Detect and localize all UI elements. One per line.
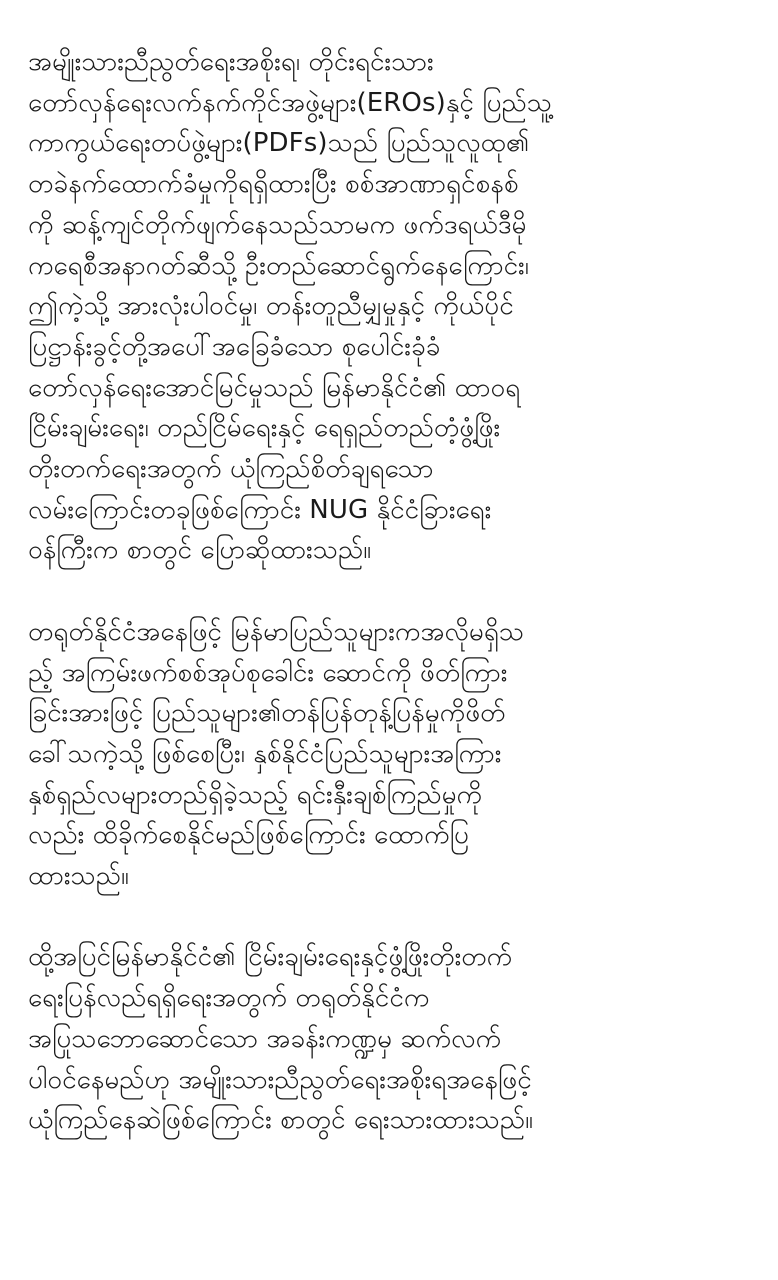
- text-line: နှစ်ရှည်လများတည်ရှိခဲ့သည့် ရင်းနှီးချစ်ကြည်မှုကို: [28, 779, 483, 810]
- text-line: ယုံကြည်နေဆဲဖြစ်ကြောင်း စာတွင် ရေးသားထားသည်။: [28, 1105, 534, 1136]
- paragraph-spacer: [28, 571, 752, 612]
- text-line: ငြိမ်းချမ်းရေး၊ တည်ငြိမ်ရေးနှင့် ရေရှည်တည်တံ့ဖွံ့ဖြိုး: [28, 413, 501, 444]
- text-line: လည်း ထိခိုက်စေနိုင်မည်ဖြစ်ကြောင်း ထောက်ပြ: [28, 820, 469, 851]
- text-line: ကရေစီအနာဂတ်ဆီသို့ ဦးတည်ဆောင်ရွက်နေကြောင်း၊: [28, 250, 529, 281]
- text-line: ပါဝင်နေမည်ဟု အမျိုးသားညီညွတ်ရေးအစိုးရအနေဖြင့်: [28, 1064, 532, 1095]
- text-line: ထားသည်။: [28, 861, 129, 892]
- text-line: ပြဋ္ဌာန်းခွင့်တို့အပေါ်အခြေခံသော စုပေါင်းခုံခံ: [28, 331, 441, 362]
- text-line: လမ်းကြောင်းတခုဖြစ်ကြောင်း NUG နိုင်ငံခြားရေး: [28, 494, 492, 525]
- text-line: ထို့အပြင်မြန်မာနိုင်ငံ၏ ငြိမ်းချမ်းရေးနှင့်ဖွံ့ဖြိုးတိုးတက်: [28, 942, 513, 973]
- paragraph-3: [28, 937, 752, 1141]
- paragraph-spacer: [28, 897, 752, 938]
- text-line: ခြင်းအားဖြင့် ပြည်သူများ၏တန်ပြန်တုန့်ပြန်မှုကိုဖိတ်: [28, 698, 506, 729]
- text-line: ဤကဲ့သို့ အားလုံးပါဝင်မှု၊ တန်းတူညီမျှမှုနှင့် ကိုယ်ပိုင်: [28, 291, 514, 322]
- text-line: ဝန်ကြီးက စာတွင် ပြောဆိုထားသည်။: [28, 535, 372, 566]
- paragraph-1: [28, 42, 752, 571]
- text-line: ကို ဆန့်ကျင်တိုက်ဖျက်နေသည်သာမက ဖက်ဒရယ်ဒီမို: [28, 209, 527, 240]
- text-line: ည့် အကြမ်းဖက်စစ်အုပ်စုခေါင်း ဆောင်ကို ဖိတ်ကြား: [28, 657, 508, 688]
- text-line: အပြုသဘောဆောင်သော အခန်းကဏ္ဍမှ ဆက်လက်: [28, 1023, 502, 1054]
- paragraph-2: [28, 612, 752, 897]
- text-line: တရုတ်နိုင်ငံအနေဖြင့် မြန်မာပြည်သူများကအလိုမရှိသ: [28, 616, 525, 647]
- text-line: အမျိုးသားညီညွတ်ရေးအစိုးရ၊ တိုင်းရင်းသား: [28, 47, 434, 77]
- text-line: တခဲနက်ထောက်ခံမှုကိုရရှိထားပြီး စစ်အာဏာရှင်စနစ်: [28, 169, 519, 200]
- text-line: ခေါ်သကဲ့သို့ ဖြစ်စေပြီး၊ နှစ်နိုင်ငံပြည်သူများအကြား: [28, 738, 502, 769]
- text-line: တော်လှန်ရေးလက်နက်ကိုင်အဖွဲ့များ(EROs)နှင့် ပြည်သူ့: [28, 87, 553, 118]
- text-line: တော်လှန်ရေးအောင်မြင်မှုသည် မြန်မာနိုင်ငံ၏ ထာဝရ: [28, 372, 521, 403]
- text-line: တိုးတက်ရေးအတွက် ယုံကြည်စိတ်ချရသော: [28, 454, 434, 485]
- text-line: ကာကွယ်ရေးတပ်ဖွဲ့များ(PDFs)သည် ပြည်သူလူထု၏: [28, 128, 530, 159]
- text-line: ရေးပြန်လည်ရရှိရေးအတွက် တရုတ်နိုင်ငံက: [28, 983, 430, 1014]
